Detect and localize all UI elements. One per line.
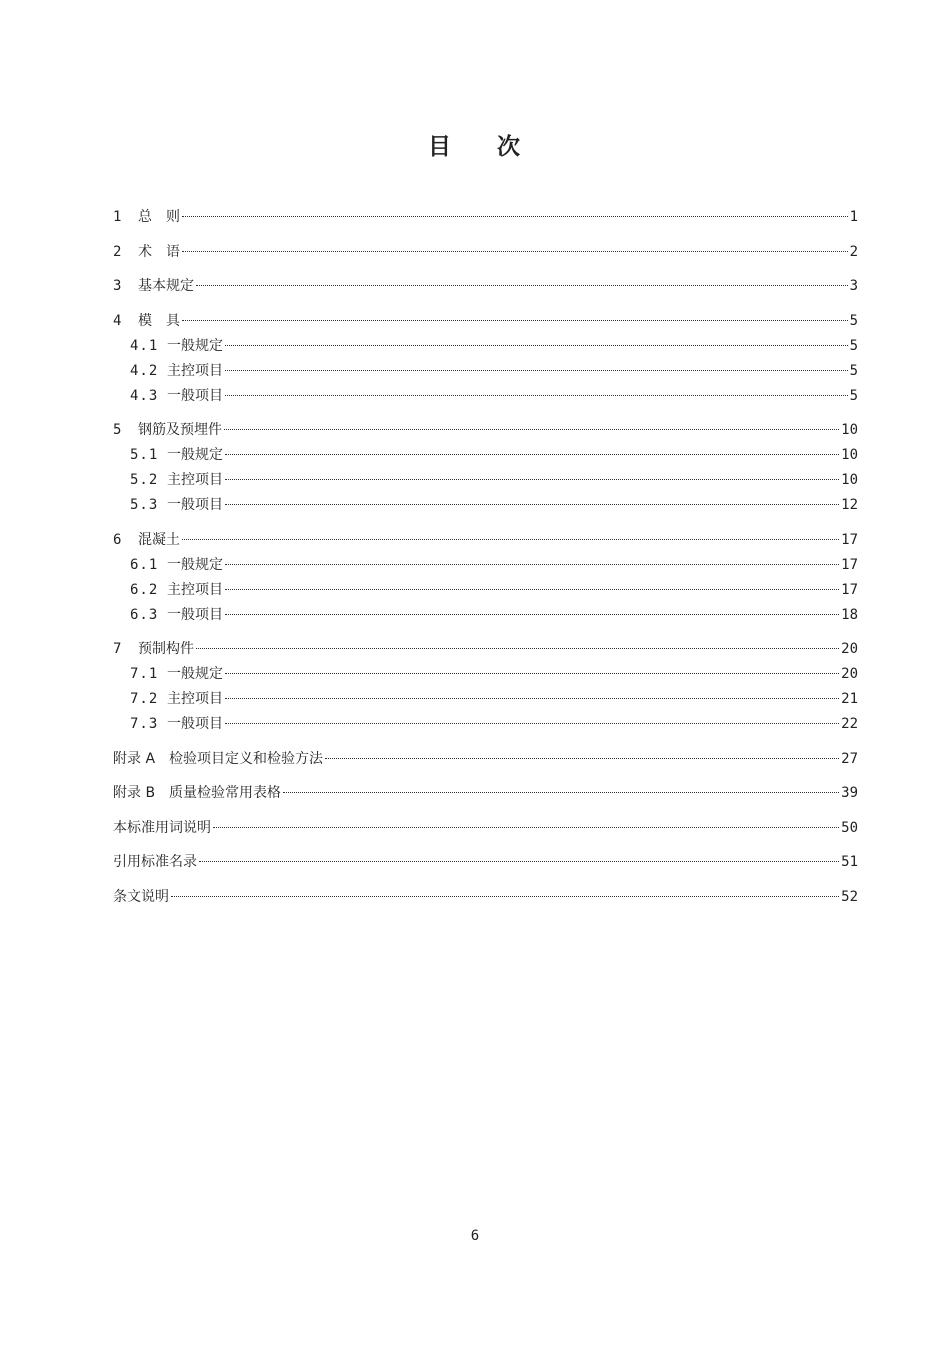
toc-entry-page: 27 <box>841 750 858 767</box>
title-right-char: 次 <box>497 133 522 160</box>
toc-entry-number: 6.3 <box>130 606 159 623</box>
toc-subsection-entry[interactable] <box>113 359 858 384</box>
toc-subsection-entry[interactable] <box>113 687 858 712</box>
toc-chapter-entry[interactable] <box>113 274 858 299</box>
toc-entry-label: 主控项目 <box>167 691 223 707</box>
toc-dot-leader <box>225 589 839 590</box>
toc-entry-page: 17 <box>841 556 858 573</box>
toc-entry-number: 5.1 <box>130 447 159 463</box>
toc-entry-label: 引用标准名录 <box>113 854 197 870</box>
toc-dot-leader <box>213 827 839 828</box>
toc-entry-number: 5.3 <box>130 497 159 513</box>
toc-entry-page: 10 <box>841 422 858 438</box>
toc-entry-page: 2 <box>849 243 858 260</box>
toc-entry-label: 本标准用词说明 <box>113 819 211 836</box>
toc-dot-leader <box>225 673 839 674</box>
toc-entry-page: 5 <box>849 362 858 379</box>
table-of-contents <box>113 205 858 910</box>
toc-chapter-entry[interactable] <box>113 885 858 910</box>
toc-chapter-entry[interactable] <box>113 240 858 265</box>
toc-dot-leader <box>225 564 839 565</box>
toc-chapter-entry[interactable] <box>113 816 858 841</box>
toc-entry-page: 52 <box>841 888 858 905</box>
toc-entry-label: 附录 B 质量检验常用表格 <box>113 785 282 801</box>
toc-dot-leader <box>196 285 848 286</box>
toc-entry-page: 50 <box>841 819 858 836</box>
toc-subsection-entry[interactable] <box>113 443 858 468</box>
toc-subsection-entry[interactable] <box>113 553 858 578</box>
toc-entry-number: 6.1 <box>130 556 159 573</box>
toc-dot-leader <box>171 896 839 897</box>
toc-entry-number: 5 <box>113 422 122 438</box>
toc-entry-page: 5 <box>849 312 858 329</box>
toc-entry-label: 一般规定 <box>167 447 223 463</box>
toc-entry-label: 主控项目 <box>167 362 223 379</box>
toc-entry-label: 预制构件 <box>138 641 194 657</box>
toc-dot-leader <box>225 454 839 455</box>
toc-entry-label: 附录 A 检验项目定义和检验方法 <box>113 750 324 767</box>
toc-dot-leader <box>225 723 839 724</box>
toc-entry-number: 2 <box>113 243 122 260</box>
toc-subsection-entry[interactable] <box>113 712 858 737</box>
toc-entry-label: 主控项目 <box>167 581 223 598</box>
toc-entry-number: 7 <box>113 641 122 657</box>
toc-entry-label: 一般规定 <box>167 556 223 573</box>
toc-subsection-entry[interactable] <box>113 493 858 518</box>
toc-entry-page: 18 <box>841 606 858 623</box>
toc-entry-number: 7.2 <box>130 691 159 707</box>
toc-chapter-entry[interactable] <box>113 309 858 334</box>
toc-entry-page: 20 <box>841 641 858 657</box>
toc-dot-leader <box>199 861 839 862</box>
page-number: 6 <box>470 1228 480 1244</box>
toc-entry-number: 6.2 <box>130 581 159 598</box>
toc-chapter-entry[interactable] <box>113 205 858 230</box>
toc-chapter-entry[interactable] <box>113 747 858 772</box>
toc-entry-label: 基本规定 <box>138 278 194 294</box>
toc-entry-page: 39 <box>841 785 858 801</box>
toc-chapter-entry[interactable] <box>113 850 858 875</box>
toc-entry-page: 10 <box>841 447 858 463</box>
toc-dot-leader <box>182 320 848 321</box>
toc-dot-leader <box>225 479 839 480</box>
title-left-char: 目 <box>428 133 453 160</box>
toc-entry-label: 一般规定 <box>167 666 223 682</box>
toc-dot-leader <box>182 251 848 252</box>
toc-entry-page: 5 <box>849 387 858 404</box>
toc-entry-number: 7.1 <box>130 666 159 682</box>
toc-chapter-entry[interactable] <box>113 637 858 662</box>
toc-dot-leader <box>182 539 839 540</box>
toc-entry-page: 17 <box>841 531 858 548</box>
toc-entry-number: 7.3 <box>130 716 159 732</box>
toc-entry-page: 17 <box>841 581 858 598</box>
toc-entry-number: 6 <box>113 531 122 548</box>
toc-entry-number: 1 <box>113 209 122 225</box>
toc-entry-number: 3 <box>113 278 122 294</box>
toc-entry-page: 12 <box>841 497 858 513</box>
toc-dot-leader <box>196 648 839 649</box>
toc-dot-leader <box>182 216 848 217</box>
toc-entry-label: 术 语 <box>138 243 180 260</box>
toc-entry-page: 5 <box>849 337 858 354</box>
toc-entry-label: 一般项目 <box>167 606 223 623</box>
toc-entry-label: 条文说明 <box>113 888 169 905</box>
toc-entry-number: 4 <box>113 312 122 329</box>
toc-subsection-entry[interactable] <box>113 578 858 603</box>
toc-entry-label: 模 具 <box>138 312 180 329</box>
toc-entry-number: 4.1 <box>130 337 159 354</box>
toc-entry-page: 10 <box>841 472 858 488</box>
toc-subsection-entry[interactable] <box>113 384 858 409</box>
toc-chapter-entry[interactable] <box>113 418 858 443</box>
toc-entry-number: 4.2 <box>130 362 159 379</box>
toc-entry-label: 一般规定 <box>167 337 223 354</box>
toc-entry-number: 5.2 <box>130 472 159 488</box>
toc-subsection-entry[interactable] <box>113 468 858 493</box>
toc-entry-label: 钢筋及预埋件 <box>138 422 222 438</box>
toc-entry-page: 51 <box>841 854 858 870</box>
toc-dot-leader <box>225 370 848 371</box>
toc-entry-page: 22 <box>841 716 858 732</box>
toc-entry-label: 混凝土 <box>138 531 180 548</box>
toc-entry-label: 主控项目 <box>167 472 223 488</box>
toc-dot-leader <box>224 429 839 430</box>
toc-entry-page: 21 <box>841 691 858 707</box>
toc-dot-leader <box>225 614 839 615</box>
toc-entry-page: 20 <box>841 666 858 682</box>
toc-subsection-entry[interactable] <box>113 603 858 628</box>
toc-entry-page: 1 <box>849 209 858 225</box>
toc-dot-leader <box>283 792 839 793</box>
toc-dot-leader <box>225 395 848 396</box>
toc-subsection-entry[interactable] <box>113 334 858 359</box>
toc-dot-leader <box>225 504 839 505</box>
toc-entry-page: 3 <box>849 278 858 294</box>
toc-subsection-entry[interactable] <box>113 662 858 687</box>
toc-entry-label: 一般项目 <box>167 387 223 404</box>
toc-chapter-entry[interactable] <box>113 781 858 806</box>
toc-dot-leader <box>325 758 839 759</box>
toc-entry-label: 一般项目 <box>167 497 223 513</box>
toc-entry-label: 一般项目 <box>167 716 223 732</box>
toc-entry-number: 4.3 <box>130 387 159 404</box>
page-title <box>0 128 950 161</box>
toc-chapter-entry[interactable] <box>113 528 858 553</box>
toc-dot-leader <box>225 698 839 699</box>
toc-dot-leader <box>225 345 848 346</box>
toc-entry-label: 总 则 <box>138 209 180 225</box>
